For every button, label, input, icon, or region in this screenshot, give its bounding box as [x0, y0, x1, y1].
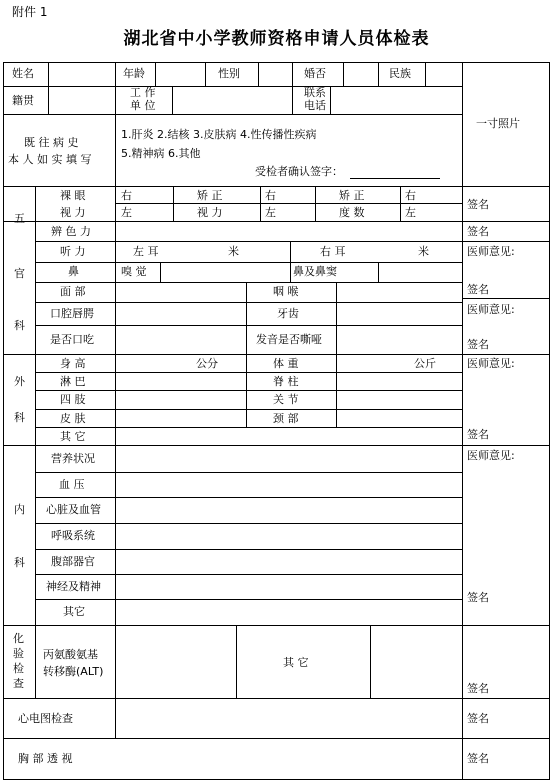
right-label: 右: [121, 189, 132, 202]
heart-label: 心脏及血管: [46, 503, 101, 516]
corrected-vision-label: 视 力: [197, 206, 223, 219]
confirm-signature-line[interactable]: [350, 178, 440, 179]
col-line: [236, 625, 237, 698]
corrected-label-2: 矫 正: [339, 189, 365, 202]
row-line: [3, 114, 462, 115]
col-line: [425, 62, 426, 86]
hoarse-label: 发音是否嘶哑: [256, 333, 322, 346]
sinus-label: 鼻及鼻窦: [293, 265, 337, 278]
nutrition-label: 营养状况: [51, 452, 95, 465]
row-line: [35, 325, 462, 326]
blood-pressure-label: 血 压: [59, 478, 85, 491]
neck-label: 颈 部: [273, 412, 299, 425]
row-line: [115, 203, 462, 204]
history-options-1: 1.肝炎 2.结核 3.皮肤病 4.性传播性疾病: [121, 128, 317, 141]
sign-label: 签名: [467, 198, 489, 211]
border-top: [3, 62, 550, 63]
row-line: [462, 221, 550, 222]
sign-label: 签名: [467, 283, 489, 296]
col-line: [160, 262, 161, 282]
doctor-opinion-label: 医师意见:: [467, 357, 515, 370]
marital-label: 婚否: [304, 67, 326, 80]
history-options-2: 5.精神病 6.其他: [121, 147, 201, 160]
gender-label: 性别: [218, 67, 240, 80]
col-line: [246, 282, 247, 354]
origin-label: 籍贯: [12, 94, 34, 107]
hearing-label: 听 力: [60, 245, 86, 258]
col-line: [205, 62, 206, 86]
row-line: [35, 241, 550, 242]
row-line: [35, 390, 462, 391]
col-line: [315, 186, 316, 221]
form-title: 湖北省中小学教师资格申请人员体检表: [123, 29, 430, 49]
row-line: [3, 625, 550, 626]
limbs-label: 四 肢: [60, 393, 86, 406]
phone-label-1: 联系: [304, 86, 326, 99]
left-label: 左: [405, 206, 416, 219]
col-line: [115, 114, 116, 186]
color-vision-label: 辨 色 力: [51, 225, 91, 238]
phone-label-2: 电话: [304, 99, 326, 112]
degree-label: 度 数: [339, 206, 365, 219]
row-line: [462, 298, 550, 299]
work-unit-label-2: 单 位: [130, 99, 156, 112]
throat-label: 咽 喉: [273, 285, 299, 298]
col-line: [336, 354, 337, 427]
corrected-label: 矫 正: [197, 189, 223, 202]
row-line: [35, 302, 462, 303]
lab-other-label: 其 它: [283, 656, 309, 669]
col-line: [378, 262, 379, 282]
photo-placeholder: 一寸照片: [476, 117, 520, 130]
col-line: [172, 86, 173, 114]
left-label: 左: [265, 206, 276, 219]
name-label: 姓名: [12, 67, 34, 80]
section-lab-3: 检: [13, 662, 24, 675]
confirm-signature-label: 受检者确认签字：: [255, 165, 343, 178]
row-line: [35, 372, 462, 373]
meter-label: 米: [418, 245, 429, 258]
section-facial-2: 官: [14, 267, 25, 280]
section-facial-3: 科: [14, 319, 25, 332]
row-line: [3, 445, 550, 446]
left-label: 左: [121, 206, 132, 219]
spine-label: 脊 柱: [273, 375, 299, 388]
sign-label: 签名: [467, 428, 489, 441]
col-line: [462, 62, 463, 780]
alt-label-2: 转移酶(ALT): [43, 665, 104, 678]
neuro-label: 神经及精神: [46, 580, 101, 593]
attachment-label: 附件 1: [12, 5, 48, 19]
doctor-opinion-label: 医师意见:: [467, 245, 515, 258]
section-lab-1: 化: [13, 632, 24, 645]
section-surgery-2: 科: [14, 411, 25, 424]
col-line: [115, 186, 116, 738]
right-ear-label: 右 耳: [320, 245, 346, 258]
cm-label: 公分: [196, 357, 218, 370]
row-line: [3, 698, 550, 699]
col-line: [370, 625, 371, 698]
row-line: [35, 409, 462, 410]
face-label: 面 部: [60, 285, 86, 298]
row-line: [3, 86, 462, 87]
history-label-2: 本 人 如 实 填 写: [8, 153, 92, 166]
nose-label: 鼻: [68, 265, 79, 278]
stutter-label: 是否口吃: [50, 333, 94, 346]
respiratory-label: 呼吸系统: [51, 529, 95, 542]
skin-label: 皮 肤: [60, 412, 86, 425]
row-line: [35, 427, 462, 428]
col-line: [462, 186, 463, 221]
col-line: [115, 62, 116, 114]
col-line: [246, 354, 247, 427]
sign-label: 签名: [467, 225, 489, 238]
col-line: [173, 186, 174, 221]
row-line: [35, 574, 462, 575]
row-line: [3, 738, 550, 739]
sign-label: 签名: [467, 338, 489, 351]
kg-label: 公斤: [414, 357, 436, 370]
section-internal-2: 科: [14, 556, 25, 569]
sign-label: 签名: [467, 682, 489, 695]
naked-eye-label: 裸 眼: [60, 189, 86, 202]
row-line: [3, 354, 550, 355]
weight-label: 体 重: [273, 357, 299, 370]
row-line: [35, 282, 462, 283]
history-label-1: 既 往 病 史: [24, 136, 79, 149]
section-surgery-1: 外: [14, 375, 25, 388]
sign-label: 签名: [467, 712, 489, 725]
col-line: [35, 186, 36, 698]
border-left: [3, 62, 4, 780]
ecg-label: 心电图检查: [18, 712, 73, 725]
section-lab-4: 查: [13, 677, 24, 690]
ethnicity-label: 民族: [389, 67, 411, 80]
right-label: 右: [265, 189, 276, 202]
age-label: 年龄: [123, 67, 145, 80]
section-lab-2: 验: [13, 647, 24, 660]
row-line: [35, 262, 462, 263]
row-line: [3, 186, 550, 187]
oral-label: 口腔唇腭: [50, 307, 94, 320]
col-line: [258, 62, 259, 86]
col-line: [330, 86, 331, 114]
doctor-opinion-label: 医师意见:: [467, 303, 515, 316]
col-line: [292, 86, 293, 114]
smell-label: 嗅 觉: [121, 265, 147, 278]
row-line: [35, 523, 462, 524]
border-right: [549, 62, 550, 780]
row-line: [35, 472, 462, 473]
row-line: [3, 221, 462, 222]
work-unit-label-1: 工 作: [130, 86, 156, 99]
row-line: [35, 497, 462, 498]
col-line: [378, 62, 379, 86]
row-line: [35, 599, 462, 600]
vision-label: 视 力: [60, 206, 86, 219]
col-line: [155, 62, 156, 86]
teeth-label: 牙齿: [277, 307, 299, 320]
joints-label: 关 节: [273, 393, 299, 406]
alt-label-1: 丙氨酸氨基: [43, 648, 98, 661]
sign-label: 签名: [467, 591, 489, 604]
surgery-other-label: 其 它: [60, 430, 86, 443]
row-line: [35, 549, 462, 550]
doctor-opinion-label: 医师意见:: [467, 449, 515, 462]
lymph-label: 淋 巴: [60, 375, 86, 388]
col-line: [290, 241, 291, 282]
section-facial-1: 五: [14, 212, 25, 225]
border-bottom: [3, 779, 550, 780]
col-line: [292, 62, 293, 86]
height-label: 身 高: [60, 357, 86, 370]
col-line: [400, 186, 401, 221]
meter-label: 米: [228, 245, 239, 258]
col-line: [336, 282, 337, 354]
col-line: [260, 186, 261, 221]
sign-label: 签名: [467, 752, 489, 765]
abdomen-label: 腹部器官: [51, 555, 95, 568]
col-line: [343, 62, 344, 86]
internal-other-label: 其它: [63, 605, 85, 618]
chest-xray-label: 胸 部 透 视: [18, 752, 73, 765]
left-ear-label: 左 耳: [133, 245, 159, 258]
col-line: [48, 62, 49, 114]
right-label: 右: [405, 189, 416, 202]
section-internal-1: 内: [14, 503, 25, 516]
